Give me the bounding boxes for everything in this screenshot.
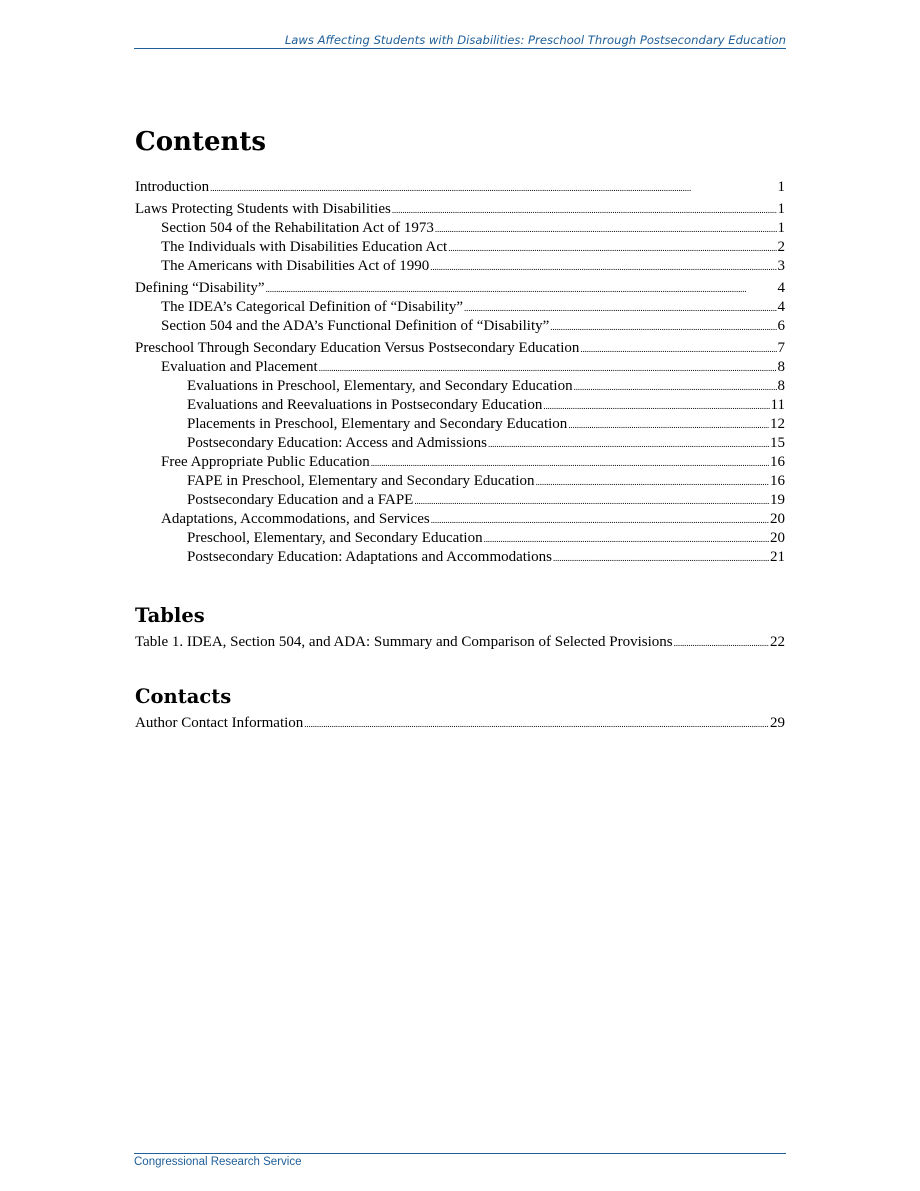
dot-leader [580,339,776,359]
toc-entry-title: Postsecondary Education and a FAPE [187,492,414,508]
toc-entry-page: 21 [770,549,785,565]
toc-entry[interactable] [135,377,785,396]
toc-entry[interactable] [135,358,785,377]
toc-entry-title: Table 1. IDEA, Section 504, and ADA: Summary and Comparison of Selected Provisions [135,634,673,650]
toc-entry[interactable] [135,257,785,276]
toc-entry[interactable] [135,453,785,472]
toc-entry[interactable] [135,200,785,219]
toc-entry-title: Author Contact Information [135,715,304,731]
toc-entry-page: 6 [777,318,785,334]
toc-entry-title: Laws Protecting Students with Disabilities [135,201,391,217]
toc-entry-title: Free Appropriate Public Education [161,454,370,470]
dot-leader [210,178,776,198]
running-header: Laws Affecting Students with Disabilities: Preschool Through Postsecondary Education [134,32,786,49]
toc-entry[interactable] [135,415,785,434]
toc-entry-page: 1 [777,220,785,236]
toc-entry-page: 8 [777,359,785,375]
toc-entry-page: 22 [770,634,785,650]
toc-entry[interactable] [135,298,785,317]
toc-entry-title: Defining “Disability” [135,280,265,296]
dot-leader [550,317,776,337]
toc-entry-title: Adaptations, Accommodations, and Services [161,511,430,527]
toc-entry-page: 20 [770,530,785,546]
dot-leader [674,633,769,653]
dot-leader [371,453,769,473]
toc-entry-title: Introduction [135,179,210,195]
dot-leader [484,529,769,549]
dot-leader [319,358,777,378]
toc-entry[interactable] [135,178,785,197]
toc-entry-title: FAPE in Preschool, Elementary and Secondary Education [187,473,535,489]
contents-list [135,178,785,567]
toc-entry[interactable] [135,472,785,491]
contents-heading: Contents [135,127,267,157]
toc-entry-title: Preschool, Elementary, and Secondary Education [187,530,483,546]
dot-leader [488,434,769,454]
toc-entry-page: 19 [770,492,785,508]
toc-entry[interactable] [135,279,785,298]
toc-entry[interactable] [135,339,785,358]
toc-entry-page: 2 [777,239,785,255]
dot-leader [536,472,769,492]
toc-entry-title: Postsecondary Education: Access and Admissions [187,435,487,451]
toc-entry[interactable] [135,396,785,415]
dot-leader [304,714,769,734]
dot-leader [464,298,777,318]
table-of-contents [135,122,785,733]
dot-leader [414,491,769,511]
tables-heading: Tables [135,604,205,627]
toc-entry-page: 29 [770,715,785,731]
toc-entry-page: 15 [770,435,785,451]
toc-entry-title: Evaluations and Reevaluations in Postsecondary Education [187,397,543,413]
toc-entry-title: The IDEA’s Categorical Definition of “Disability” [161,299,463,315]
dot-leader [553,548,769,568]
dot-leader [392,200,777,220]
toc-entry-page: 20 [770,511,785,527]
toc-entry-page: 1 [777,201,785,217]
toc-entry-title: Preschool Through Secondary Education Versus Postsecondary Education [135,340,580,356]
toc-entry-title: Evaluations in Preschool, Elementary, and Secondary Education [187,378,573,394]
dot-leader [435,219,777,239]
tables-list [135,633,785,652]
toc-entry[interactable] [135,317,785,336]
toc-entry-title: Section 504 of the Rehabilitation Act of 1973 [161,220,434,236]
toc-entry-page: 11 [770,397,785,413]
toc-entry-title: Postsecondary Education: Adaptations and Accommodations [187,549,552,565]
toc-entry-title: Section 504 and the ADA’s Functional Definition of “Disability” [161,318,550,334]
toc-entry-page: 3 [777,258,785,274]
dot-leader [431,510,769,530]
toc-entry-page: 8 [777,378,785,394]
toc-entry[interactable] [135,491,785,510]
toc-entry-title: The Individuals with Disabilities Education Act [161,239,448,255]
dot-leader [448,238,776,258]
page-footer: Congressional Research Service [134,1153,786,1168]
toc-entry[interactable] [135,529,785,548]
toc-entry[interactable] [135,714,785,733]
toc-entry-title: Evaluation and Placement [161,359,318,375]
dot-leader [574,377,777,397]
contacts-list [135,714,785,733]
toc-entry-page: 4 [777,280,785,296]
toc-entry[interactable] [135,548,785,567]
toc-entry-title: The Americans with Disabilities Act of 1990 [161,258,430,274]
toc-entry-page: 16 [770,454,785,470]
contacts-heading: Contacts [135,685,232,708]
toc-entry-page: 16 [770,473,785,489]
dot-leader [568,415,769,435]
toc-entry-page: 7 [777,340,785,356]
toc-entry[interactable] [135,510,785,529]
toc-entry[interactable] [135,238,785,257]
toc-entry-title: Placements in Preschool, Elementary and Secondary Education [187,416,568,432]
toc-entry[interactable] [135,219,785,238]
toc-entry-page: 4 [777,299,785,315]
dot-leader [543,396,769,416]
dot-leader [430,257,776,277]
toc-entry-page: 12 [770,416,785,432]
toc-entry[interactable] [135,434,785,453]
toc-entry-page: 1 [777,179,785,195]
toc-entry[interactable] [135,633,785,652]
dot-leader [266,279,777,299]
